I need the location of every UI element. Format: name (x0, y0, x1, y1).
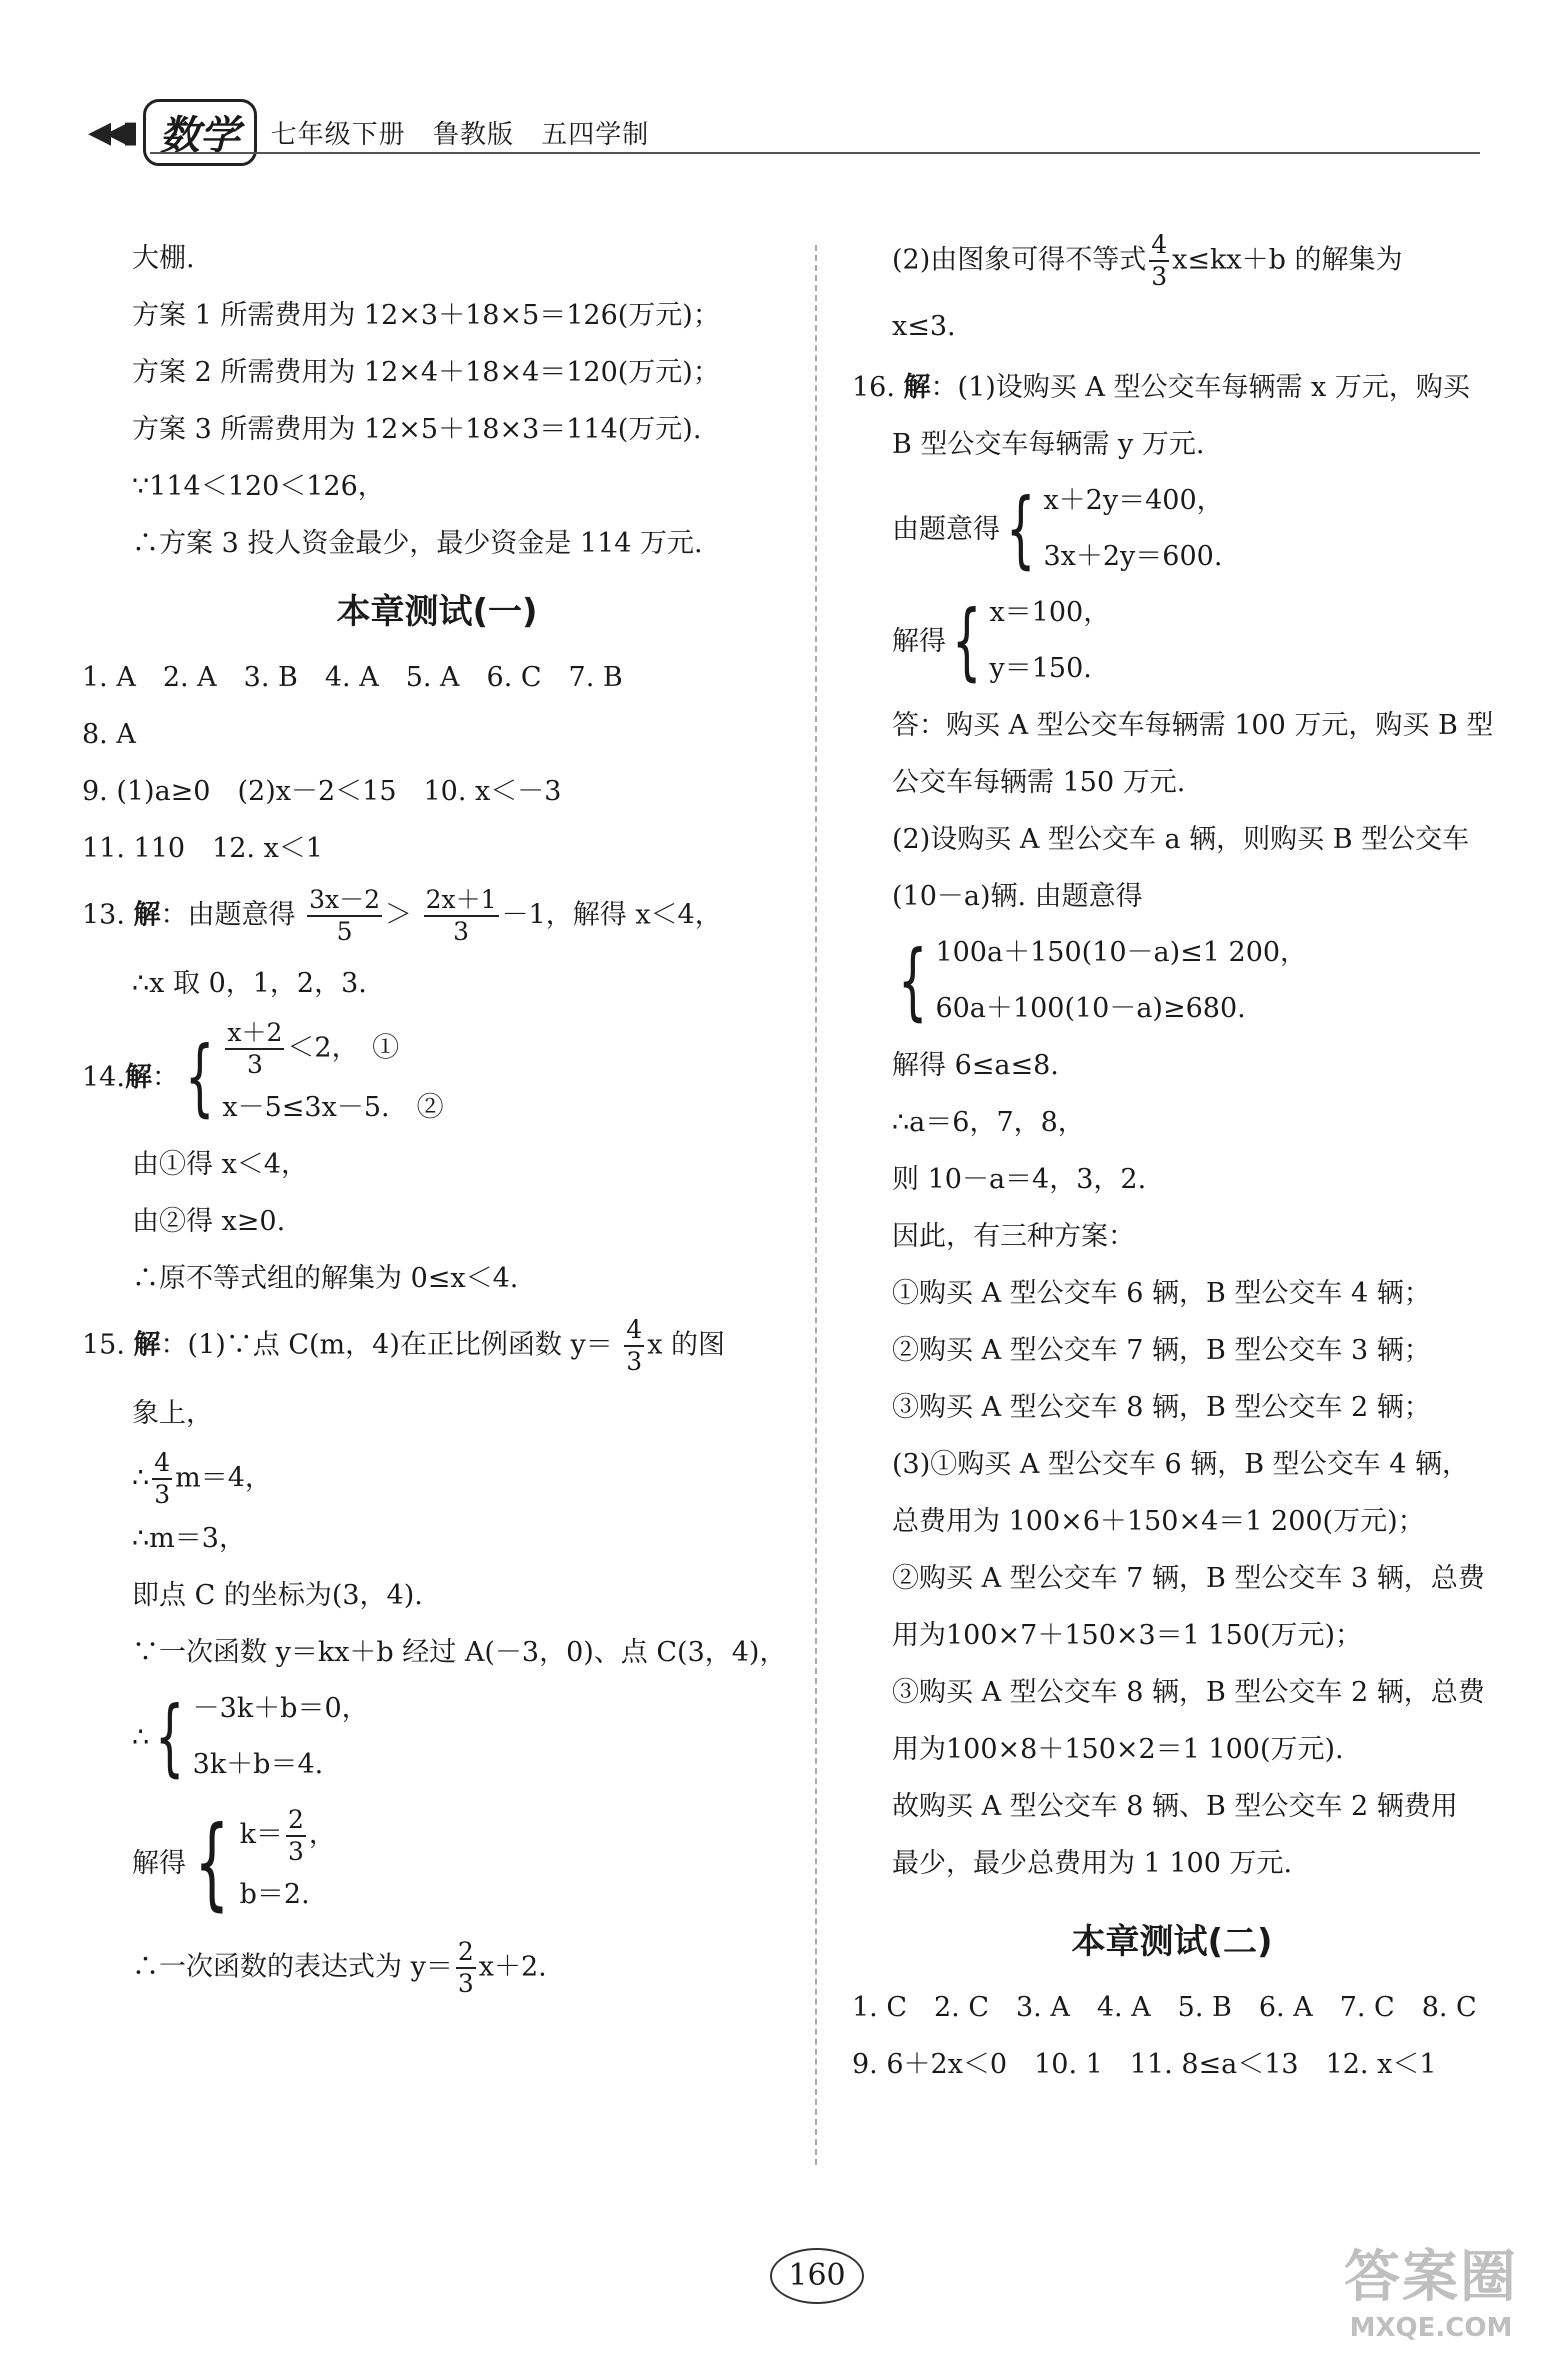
header-rule (150, 152, 1480, 154)
text-line: (3)①购买 A 型公交车 6 辆，B 型公交车 4 辆， (892, 1449, 1470, 1480)
text-line: ∴m＝3， (132, 1523, 246, 1554)
header-ornament-icon: ◀◀▮ (88, 114, 133, 150)
equation-system: ∴ { －3k＋b＝0， 3k＋b＝4. (132, 1688, 369, 1786)
solution-system: 解得 { x＝100， y＝150. (892, 592, 1111, 690)
fraction: $\frac{4}{3}$ (626, 1315, 643, 1376)
text-line: 方案 1 所需费用为 12×3＋18×5＝126(万元)； (132, 300, 720, 331)
question-15: 15. 解：(1)∵点 C(m，4)在正比例函数 y＝ $\frac{4}{3}$ x 的图 (82, 1315, 726, 1376)
header-edition: 鲁教版 (432, 119, 514, 150)
equation-system: 由题意得 { x＋2y＝400， 3x＋2y＝600. (892, 480, 1224, 578)
answer-line: 8. A (82, 719, 136, 750)
text-line: ①购买 A 型公交车 6 辆，B 型公交车 4 辆； (892, 1278, 1431, 1309)
brace-icon: { (194, 1804, 230, 1921)
text-line: ∴方案 3 投人资金最少，最少资金是 114 万元. (132, 528, 703, 559)
text-line: ∴a＝6，7，8， (892, 1107, 1085, 1138)
text-line: 象上， (132, 1398, 213, 1429)
header-system: 五四学制 (541, 119, 650, 150)
text-line: ∴ $\frac{4}{3}$ m＝4， (132, 1448, 272, 1509)
brace-icon: { (184, 1028, 215, 1126)
page-number: 160 (770, 2248, 864, 2304)
text-line: ③购买 A 型公交车 8 辆，B 型公交车 2 辆，总费 (892, 1677, 1485, 1708)
fraction: $\frac{2}{3}$ (457, 1937, 474, 1998)
text-line: 最少，最少总费用为 1 100 万元. (892, 1848, 1293, 1879)
watermark: 答案圈 MXQE.COM (1344, 2245, 1518, 2343)
text-line: (2)设购买 A 型公交车 a 辆，则购买 B 型公交车 (892, 824, 1470, 855)
fraction: $\frac{4}{3}$ (1151, 230, 1168, 291)
text-line: 由②得 x≥0. (132, 1206, 286, 1237)
text-line: ②购买 A 型公交车 7 辆，B 型公交车 3 辆，总费 (892, 1563, 1485, 1594)
text-line: 则 10－a＝4，3，2. (892, 1164, 1147, 1195)
text-line: (10－a)辆. 由题意得 (892, 881, 1143, 912)
text-line: ∴一次函数的表达式为 y＝ $\frac{2}{3}$ x＋2. (132, 1937, 547, 1998)
text-line: 答：购买 A 型公交车每辆需 100 万元，购买 B 型 (892, 710, 1494, 741)
subject-logo: 数学 (143, 99, 257, 166)
text-line: ③购买 A 型公交车 8 辆，B 型公交车 2 辆； (892, 1392, 1431, 1423)
text-line: ∴原不等式组的解集为 0≤x＜4. (132, 1263, 519, 1294)
fraction: $\frac{2x+1}{3}$ (425, 885, 497, 946)
solution-system: 解得 { k＝ $\frac{2}{3}$ ， b＝2. (132, 1804, 336, 1921)
answer-line: 1. C 2. C 3. A 4. A 5. B 6. A 7. C 8. C (852, 1992, 1477, 2023)
brace-icon: { (898, 932, 928, 1030)
section-title: 本章测试(一) (336, 592, 538, 632)
text-line: 即点 C 的坐标为(3，4). (132, 1580, 423, 1611)
text-line: ∵114＜120＜126， (132, 471, 385, 502)
text-line: ②购买 A 型公交车 7 辆，B 型公交车 3 辆； (892, 1335, 1431, 1366)
answer-line: 9. (1)a≥0 (2)x－2＜15 10. x＜－3 (82, 776, 562, 807)
text-line: 大棚. (132, 243, 195, 274)
right-column (852, 230, 1492, 2093)
question-14: 14. 解 ： { $\frac{x+2}{3}$ ＜2， ① x－5≤3x－5. ② (82, 1018, 444, 1126)
fraction: $\frac{3x-2}{5}$ (309, 885, 381, 946)
answer-line: 9. 6＋2x＜0 10. 1 11. 8≤a＜13 12. x＜1 (852, 2049, 1437, 2080)
header-info (271, 114, 668, 151)
text-line: 总费用为 100×6＋150×4＝1 200(万元)； (892, 1506, 1425, 1537)
text-line: 公交车每辆需 150 万元. (892, 767, 1186, 798)
column-divider (815, 245, 817, 2165)
header-grade: 七年级下册 (270, 119, 406, 150)
text-line: 用为100×8＋150×2＝1 100(万元). (892, 1734, 1344, 1765)
text-line: ∴x 取 0，1，2，3. (132, 968, 367, 999)
fraction: $\frac{4}{3}$ (154, 1448, 171, 1509)
fraction: $\frac{x+2}{3}$ (227, 1018, 283, 1079)
fraction: $\frac{2}{3}$ (288, 1804, 304, 1866)
text-line: 用为100×7＋150×3＝1 150(万元)； (892, 1620, 1363, 1651)
text-line: 解得 6≤a≤8. (892, 1050, 1059, 1081)
text-line: (2)由图象可得不等式 $\frac{4}{3}$ x≤kx＋b 的解集为 (892, 230, 1403, 291)
text-line: 由①得 x＜4， (132, 1149, 308, 1180)
text-line: B 型公交车每辆需 y 万元. (892, 429, 1205, 460)
text-line: ∵一次函数 y＝kx＋b 经过 A(－3，0)、点 C(3，4)， (132, 1637, 787, 1668)
brace-icon: { (1006, 480, 1036, 578)
question-16: 16. 解：(1)设购买 A 型公交车每辆需 x 万元，购买 (852, 372, 1470, 403)
question-13: 13. 解：由题意得 $\frac{3x-2}{5}$ ＞ $\frac{2x+1}{3}$ －1，解得 x＜4， (82, 885, 722, 946)
inequality-system: { 100a＋150(10－a)≤1 200， 60a＋100(10－a)≥680. (898, 932, 1308, 1030)
brace-icon: { (155, 1688, 185, 1786)
text-line: x≤3. (892, 311, 956, 342)
text-line: 故购买 A 型公交车 8 辆、B 型公交车 2 辆费用 (892, 1791, 1458, 1822)
text-line: 方案 3 所需费用为 12×5＋18×3＝114(万元). (132, 414, 702, 445)
text-line: 因此，有三种方案： (892, 1221, 1135, 1252)
brace-icon: { (952, 592, 982, 690)
answer-line: 11. 110 12. x＜1 (82, 833, 323, 864)
left-column (82, 230, 792, 1999)
text-line: 方案 2 所需费用为 12×4＋18×4＝120(万元)； (132, 357, 720, 388)
section-title: 本章测试(二) (1071, 1922, 1273, 1962)
answer-line: 1. A 2. A 3. B 4. A 5. A 6. C 7. B (82, 662, 623, 693)
